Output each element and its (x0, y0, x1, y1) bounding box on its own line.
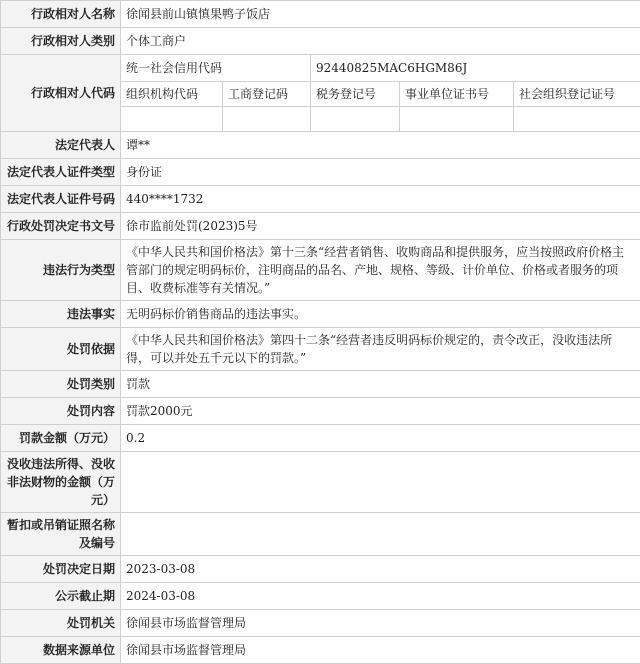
label-credit-code: 统一社会信用代码 (121, 55, 311, 82)
label-social-code: 社会组织登记证号 (514, 82, 640, 107)
value-license (121, 513, 640, 556)
value-category: 个体工商户 (121, 28, 640, 55)
value-tax-code (311, 107, 400, 132)
label-id-number: 法定代表人证件号码 (1, 186, 121, 213)
value-credit-code: 92440825MAC6HGM86J (311, 55, 640, 82)
value-penalty-type: 罚款 (121, 371, 640, 398)
value-penalty-content: 罚款2000元 (121, 398, 640, 425)
value-biz-code (223, 107, 311, 132)
label-data-source: 数据来源单位 (1, 637, 121, 664)
value-legal-rep: 谭** (121, 132, 640, 159)
row-codes-credit (1, 55, 640, 82)
value-confiscation (121, 452, 640, 513)
label-violation-fact: 违法事实 (1, 301, 121, 328)
value-data-source: 徐闻县市场监督管理局 (121, 637, 640, 664)
row-penalty-type (1, 371, 640, 398)
row-id-type (1, 159, 640, 186)
value-org-code (121, 107, 223, 132)
label-org-code: 组织机构代码 (121, 82, 223, 107)
row-violation-type (1, 240, 640, 301)
value-doc-number: 徐市监前处罚(2023)5号 (121, 213, 640, 240)
label-doc-number: 行政处罚决定书文号 (1, 213, 121, 240)
value-inst-code (400, 107, 514, 132)
value-authority: 徐闻县市场监督管理局 (121, 610, 640, 637)
row-doc-number (1, 213, 640, 240)
value-violation-type: 《中华人民共和国价格法》第十三条“经营者销售、收购商品和提供服务，应当按照政府价格主管部门的规定明码标价，注明商品的品名、产地、规格、等级、计价单位、价格或者服务的项目、收费标准等有关情况。” (121, 240, 640, 301)
row-license (1, 513, 640, 556)
value-publicity-end: 2024-03-08 (121, 583, 640, 610)
row-confiscation (1, 452, 640, 513)
label-id-type: 法定代表人证件类型 (1, 159, 121, 186)
value-id-number: 440****1732 (121, 186, 640, 213)
row-penalty-content (1, 398, 640, 425)
row-violation-fact (1, 301, 640, 328)
row-legal-rep (1, 132, 640, 159)
value-decision-date: 2023-03-08 (121, 556, 640, 583)
value-social-code (514, 107, 640, 132)
value-id-type: 身份证 (121, 159, 640, 186)
label-name: 行政相对人名称 (1, 1, 121, 28)
row-id-number (1, 186, 640, 213)
label-violation-type: 违法行为类型 (1, 240, 121, 301)
label-legal-rep: 法定代表人 (1, 132, 121, 159)
label-biz-code: 工商登记码 (223, 82, 311, 107)
row-category (1, 28, 640, 55)
label-decision-date: 处罚决定日期 (1, 556, 121, 583)
value-fine-amount: 0.2 (121, 425, 640, 452)
value-basis: 《中华人民共和国价格法》第四十二条“经营者违反明码标价规定的，责令改正，没收违法所得，可以并处五千元以下的罚款。” (121, 328, 640, 371)
label-license: 暂扣或吊销证照名称及编号 (1, 513, 121, 556)
label-penalty-content: 处罚内容 (1, 398, 121, 425)
row-data-source (1, 637, 640, 664)
label-penalty-type: 处罚类别 (1, 371, 121, 398)
label-authority: 处罚机关 (1, 610, 121, 637)
label-basis: 处罚依据 (1, 328, 121, 371)
label-tax-code: 税务登记号 (311, 82, 400, 107)
value-violation-fact: 无明码标价销售商品的违法事实。 (121, 301, 640, 328)
row-authority (1, 610, 640, 637)
row-basis (1, 328, 640, 371)
label-fine-amount: 罚款金额（万元） (1, 425, 121, 452)
row-publicity-end (1, 583, 640, 610)
label-category: 行政相对人类别 (1, 28, 121, 55)
row-decision-date (1, 556, 640, 583)
label-confiscation: 没收违法所得、没收非法财物的金额（万元） (1, 452, 121, 513)
row-name (1, 1, 640, 28)
row-fine-amount (1, 425, 640, 452)
label-publicity-end: 公示截止期 (1, 583, 121, 610)
label-inst-code: 事业单位证书号 (400, 82, 514, 107)
value-name: 徐闻县前山镇慎果鸭子饭店 (121, 1, 640, 28)
label-codes: 行政相对人代码 (1, 55, 121, 132)
